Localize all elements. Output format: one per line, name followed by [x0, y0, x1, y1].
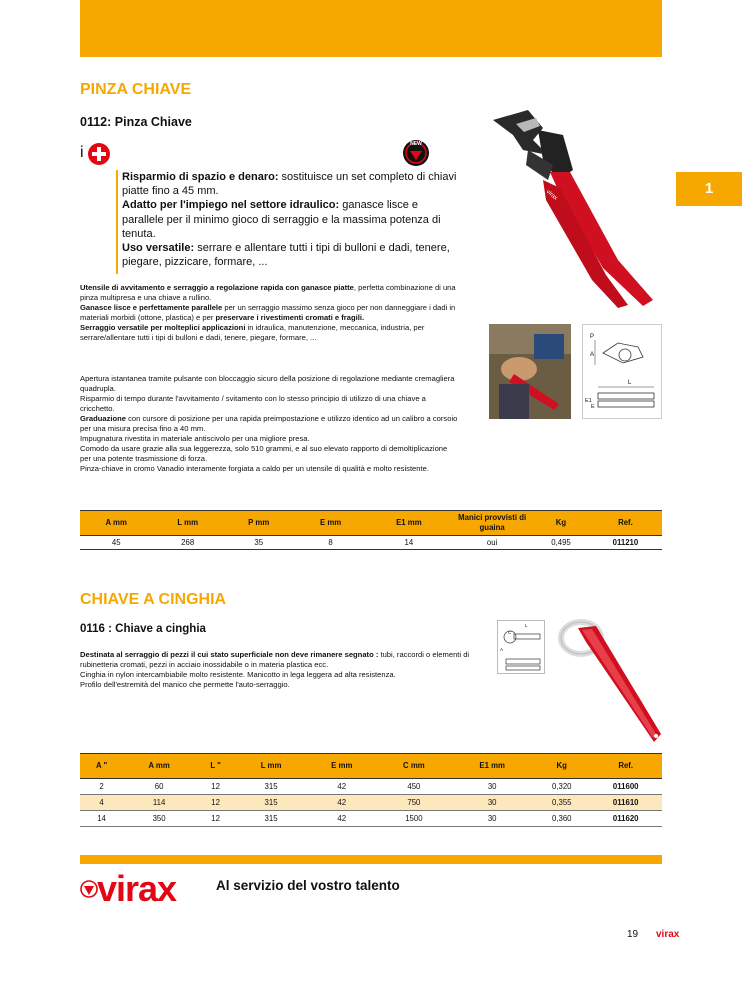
feature-item: Uso versatile: serrare e allentare tutti i tipi di bulloni e dadi, tenere, piegare, pizzicare, formare, ...	[122, 242, 450, 269]
diagram-label-l: L	[628, 380, 632, 386]
feature-list	[122, 170, 462, 269]
description-block-1: Utensile di avvitamento e serraggio a regolazione rapida con ganasce piatte, perfetta combinazione di una pinza multipresa e una chiave a rullino. Ganasce lisce e perfettamente parallele per un serraggio massimo senza gioco per non danneggiare i dadi in materiali morbidi (ottone, plastica) e per preservare i rivestimenti cromati e fragili. Serraggio versatile per molteplici applicazioni in idraulica, manutenzione, meccanica, industria, per serrare/allentare tutti i tipi di bulloni e dadi, tenere, piegare, formare, ...	[80, 283, 456, 342]
col-c-mm: C mm	[378, 754, 451, 779]
col-ref: Ref.	[589, 511, 662, 536]
table-row: 4 114 12 315 42 750 30 0,355 011610	[80, 795, 662, 811]
strap-diagram-label-c: C	[508, 630, 512, 635]
feature-bar	[116, 170, 118, 274]
product-subtitle-0112: 0112: Pinza Chiave	[80, 115, 192, 129]
diagram-label-e1: E1	[585, 398, 592, 404]
swiss-cross-icon	[87, 142, 111, 171]
col-p-mm: P mm	[223, 511, 295, 536]
small-virax-logo: virax	[656, 929, 680, 940]
info-mark: i	[80, 144, 84, 161]
virax-logo-icon	[80, 878, 98, 905]
col-e1-mm: E1 mm	[367, 511, 451, 536]
strap-wrench-product-image	[556, 616, 666, 751]
col-a-mm: A mm	[123, 754, 195, 779]
col-l-inch: L "	[195, 754, 236, 779]
feature-item: Adatto per l'impiego nel settore idraulico: ganasce lisce e parallele per il minimo gioco di serraggio e la massima potenza di tenuta.	[122, 199, 441, 240]
diagram-label-p: P	[590, 334, 595, 340]
table-header-row	[80, 754, 662, 779]
col-kg: Kg	[533, 511, 589, 536]
col-kg: Kg	[534, 754, 589, 779]
chapter-tab[interactable]: 1	[676, 172, 742, 206]
col-e-mm: E mm	[306, 754, 378, 779]
col-a-inch: A "	[80, 754, 123, 779]
table-row: 14 350 12 315 42 1500 30 0,360 011620	[80, 811, 662, 827]
header-band	[80, 0, 662, 57]
col-l-mm: L mm	[152, 511, 222, 536]
section-title-pinza: PINZA CHIAVE	[80, 81, 192, 98]
col-e-mm: E mm	[295, 511, 367, 536]
col-e1-mm: E1 mm	[450, 754, 534, 779]
col-manici: Manici provvisti di guaina	[451, 511, 533, 536]
page-number: 19	[627, 929, 639, 940]
product-subtitle-0116: 0116 : Chiave a cinghia	[80, 623, 206, 635]
description-block-3: Destinata al serraggio di pezzi il cui stato superficiale non deve rimanere segnato : tubi, raccordi o elementi di rubinetteria cromati, pezzi in acciaio inossidabile o in materia plastica ecc. Cinghia in nylon intercambiabile molto resistente. Manicotto in lega leggera ad alta resistenza. Profilo dell'estremità del manico che permette l'auto-serraggio.	[80, 650, 470, 689]
table-row: 45 268 35 8 14 oui 0,495 011210	[80, 536, 662, 550]
table-row: 2 60 12 315 42 450 30 0,320 011600	[80, 779, 662, 795]
table-header-row	[80, 511, 662, 536]
new-badge-text: NEW	[410, 141, 422, 147]
usage-photo	[489, 324, 571, 419]
strap-diagram-label-a: A	[500, 647, 504, 652]
pinza-spec-table	[80, 510, 662, 550]
pliers-product-image	[488, 110, 663, 315]
virax-logo: virax	[97, 868, 177, 909]
strap-wrench-diagram	[497, 620, 545, 674]
svg-text:virax: virax	[544, 188, 559, 202]
footer-band	[80, 855, 662, 864]
chiave-spec-table	[80, 753, 662, 827]
feature-item: Risparmio di spazio e denaro: sostituisce un set completo di chiavi piatte fino a 45 mm.	[122, 171, 457, 198]
section-title-chiave: CHIAVE A CINGHIA	[80, 591, 227, 608]
footer-tagline: Al servizio del vostro talento	[216, 878, 400, 893]
diagram-label-e: E	[591, 404, 595, 410]
strap-diagram-label-l: L	[525, 623, 528, 628]
col-ref: Ref.	[589, 754, 662, 779]
description-block-2: Apertura istantanea tramite pulsante con bloccaggio sicuro della posizione di regolazione mediante cremagliera quadrupla. Risparmio di tempo durante l'avvitamento / svitamento con lo stesso principio di utilizzo di una chiave a cricchetto. Graduazione con cursore di posizione per una rapida preimpostazione e utilizzo identico ad un calibro a corsoio per una misura precisa fino a 40 mm. Impugnatura rivestita in materiale antiscivolo per una migliore presa. Comodo da usare grazie alla sua leggerezza, solo 510 grammi, e al suo elevato rapporto di demoltiplicazione per una potente trasmissione di forza. Pinza-chiave in cromo Vanadio interamente forgiata a caldo per un utensile di qualità e molto resistente.	[80, 374, 458, 473]
diagram-label-a: A	[590, 352, 595, 358]
col-a-mm: A mm	[80, 511, 152, 536]
col-l-mm: L mm	[236, 754, 306, 779]
